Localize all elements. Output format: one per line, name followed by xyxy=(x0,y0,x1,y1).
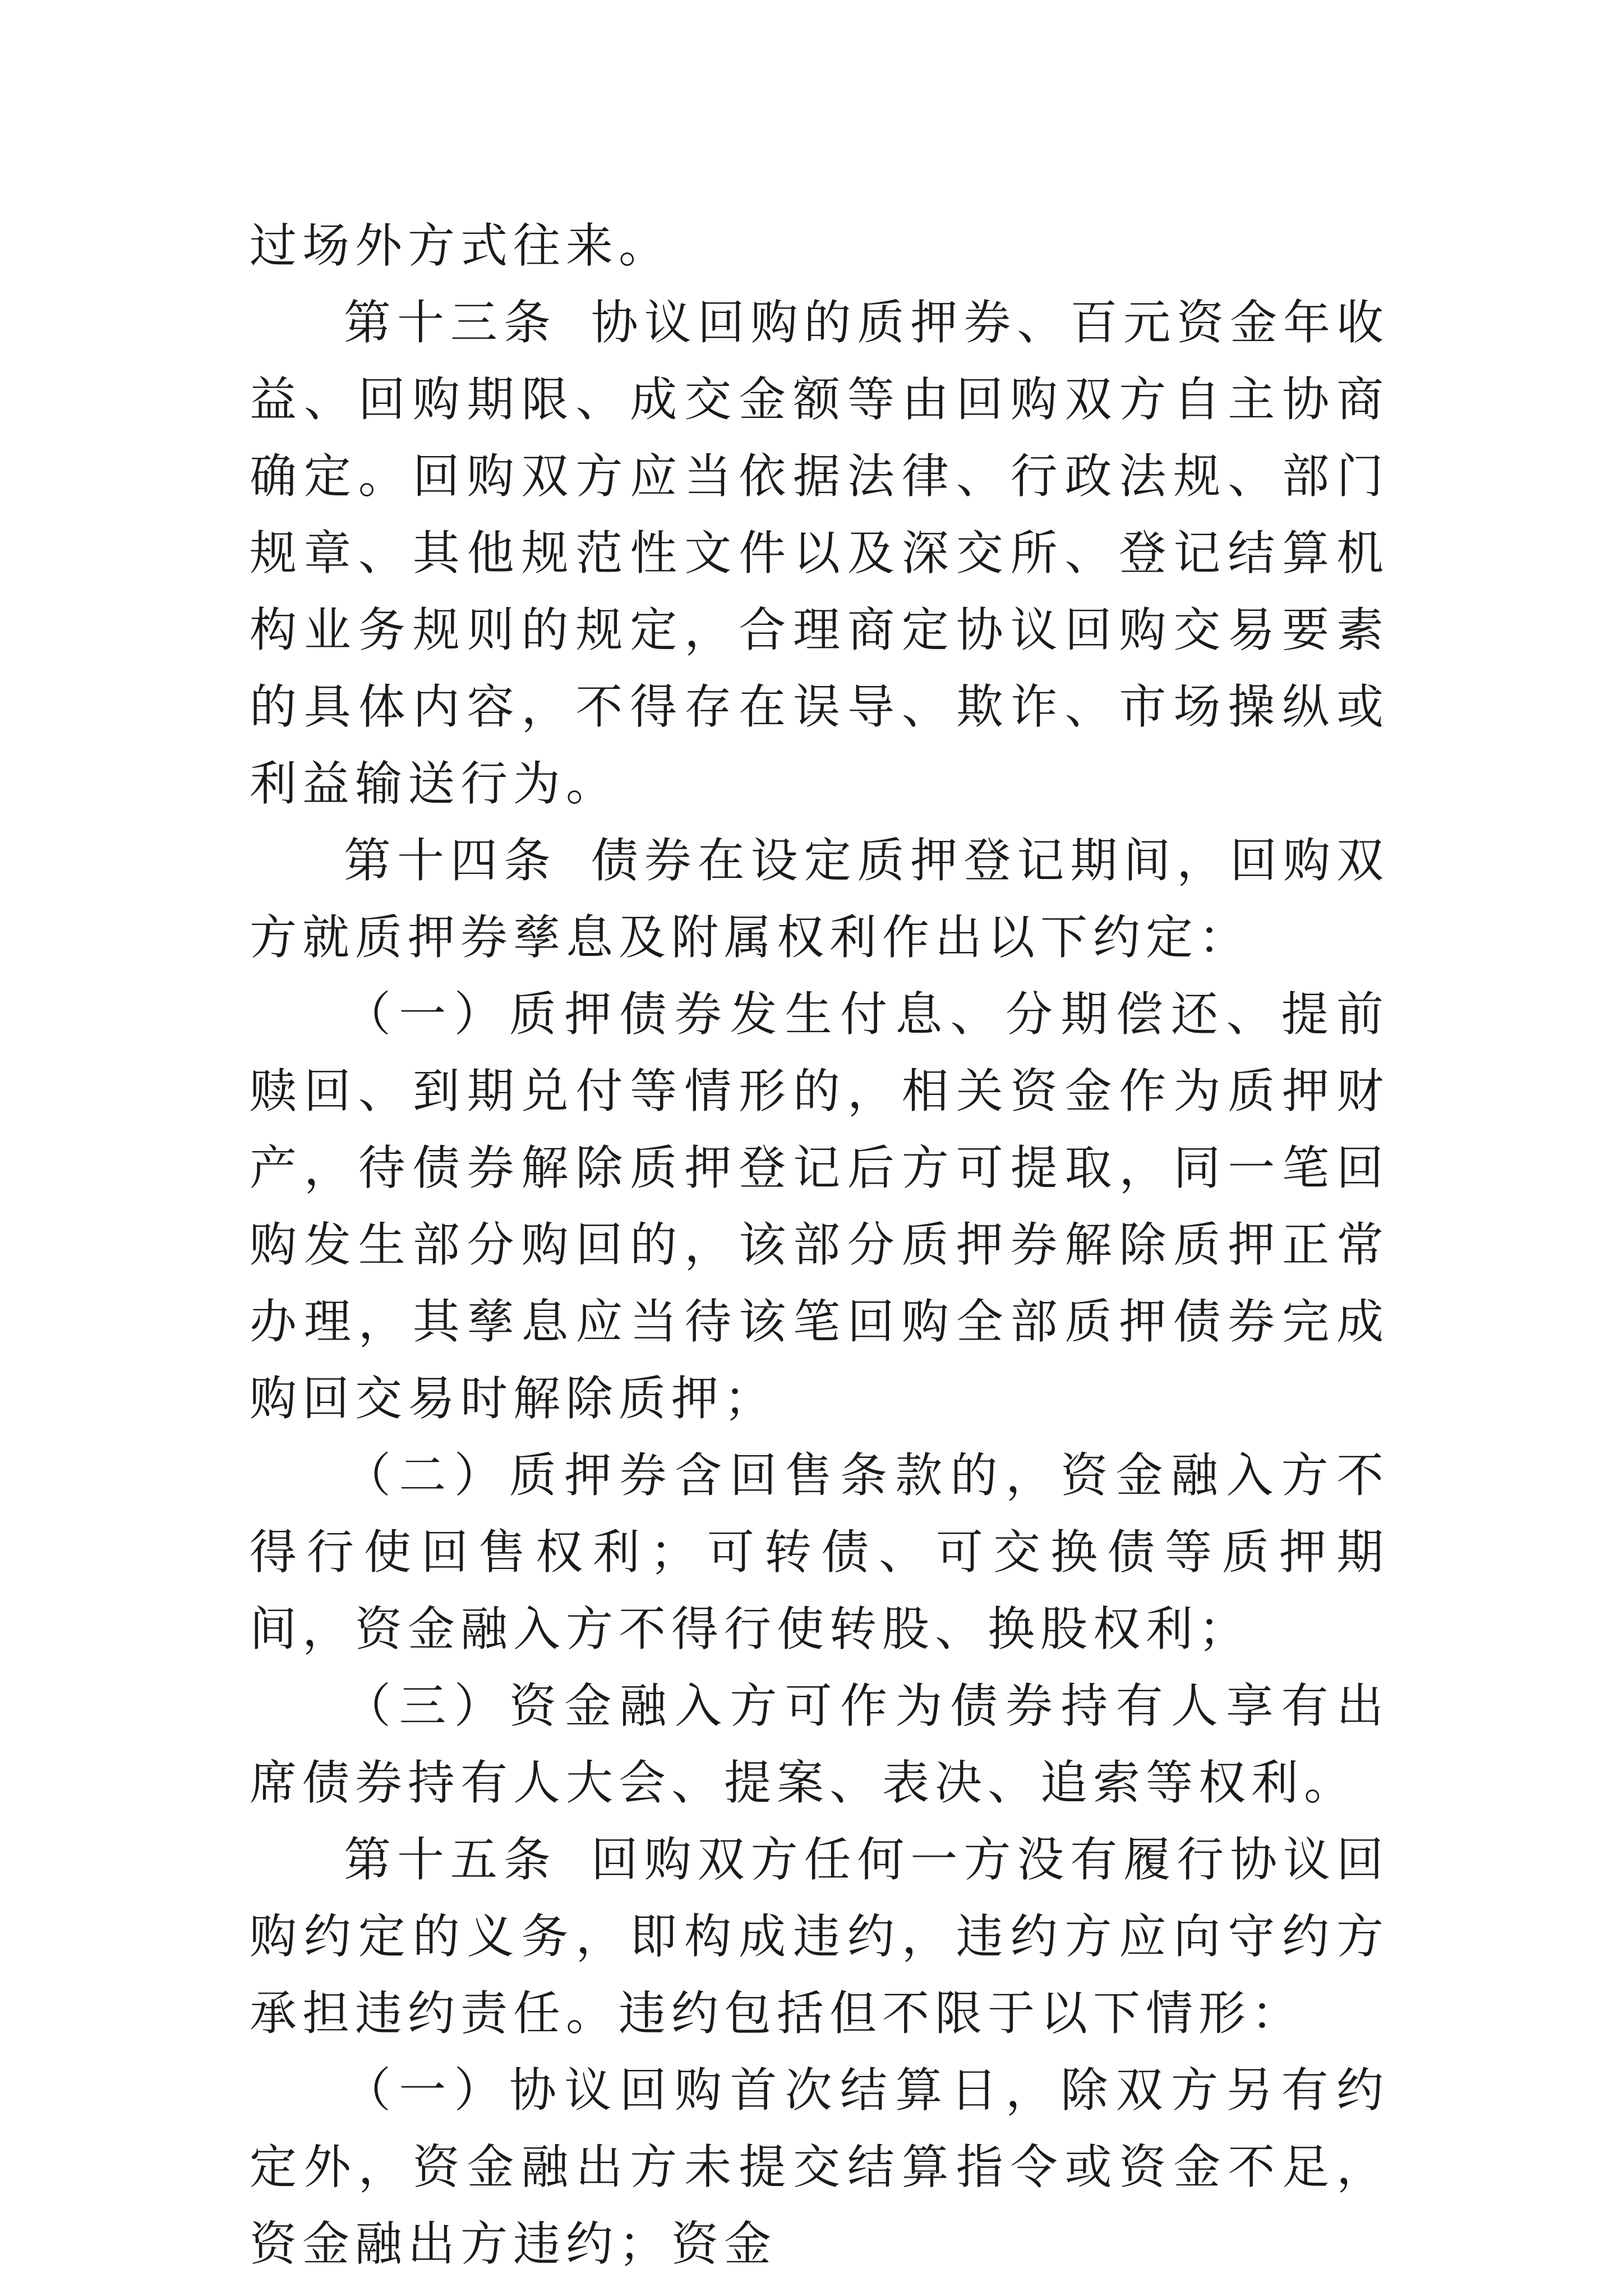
paragraph-text: （二）质押券含回售条款的，资金融入方不得行使回售权利；可转债、可交换债等质押期间，资金融入方不得行使转股、换股权利； xyxy=(250,1448,1389,1657)
article-14-item-1 xyxy=(250,976,1389,1437)
article-14-item-2 xyxy=(250,1437,1389,1668)
article-heading: 第十三条 xyxy=(344,295,557,350)
paragraph-text: （三）资金融入方可作为债券持有人享有出席债券持有人大会、提案、表决、追索等权利。 xyxy=(250,1678,1389,1810)
paragraph-text: 回购双方任何一方没有履行协议回购约定的义务，即构成违约，违约方应向守约方承担违约责任。违约包括但不限于以下情形： xyxy=(250,1832,1389,2041)
article-13 xyxy=(250,284,1389,822)
article-14 xyxy=(250,822,1389,976)
article-heading: 第十四条 xyxy=(344,833,557,888)
paragraph-text: （一）协议回购首次结算日，除双方另有约定外，资金融出方未提交结算指令或资金不足，资金融出方违约；资金 xyxy=(250,2063,1389,2271)
document-body xyxy=(250,208,1389,2283)
paragraph-text: 债券在设定质押登记期间，回购双方就质押券孳息及附属权利作出以下约定： xyxy=(250,833,1389,965)
article-14-item-3 xyxy=(250,1668,1389,1821)
article-15-item-1 xyxy=(250,2052,1389,2283)
paragraph-text: （一）质押债券发生付息、分期偿还、提前赎回、到期兑付等情形的，相关资金作为质押财产，待债券解除质押登记后方可提取，同一笔回购发生部分购回的，该部分质押券解除质押正常办理，其孳息应当待该笔回购全部质押债券完成购回交易时解除质押； xyxy=(250,987,1389,1426)
paragraph-text: 过场外方式往来。 xyxy=(250,218,672,273)
paragraph-continuation xyxy=(250,208,1389,284)
article-15 xyxy=(250,1821,1389,2052)
article-heading: 第十五条 xyxy=(344,1832,557,1887)
paragraph-text: 协议回购的质押券、百元资金年收益、回购期限、成交金额等由回购双方自主协商确定。回购双方应当依据法律、行政法规、部门规章、其他规范性文件以及深交所、登记结算机构业务规则的规定，合理商定协议回购交易要素的具体内容，不得存在误导、欺诈、市场操纵或利益输送行为。 xyxy=(250,295,1389,811)
